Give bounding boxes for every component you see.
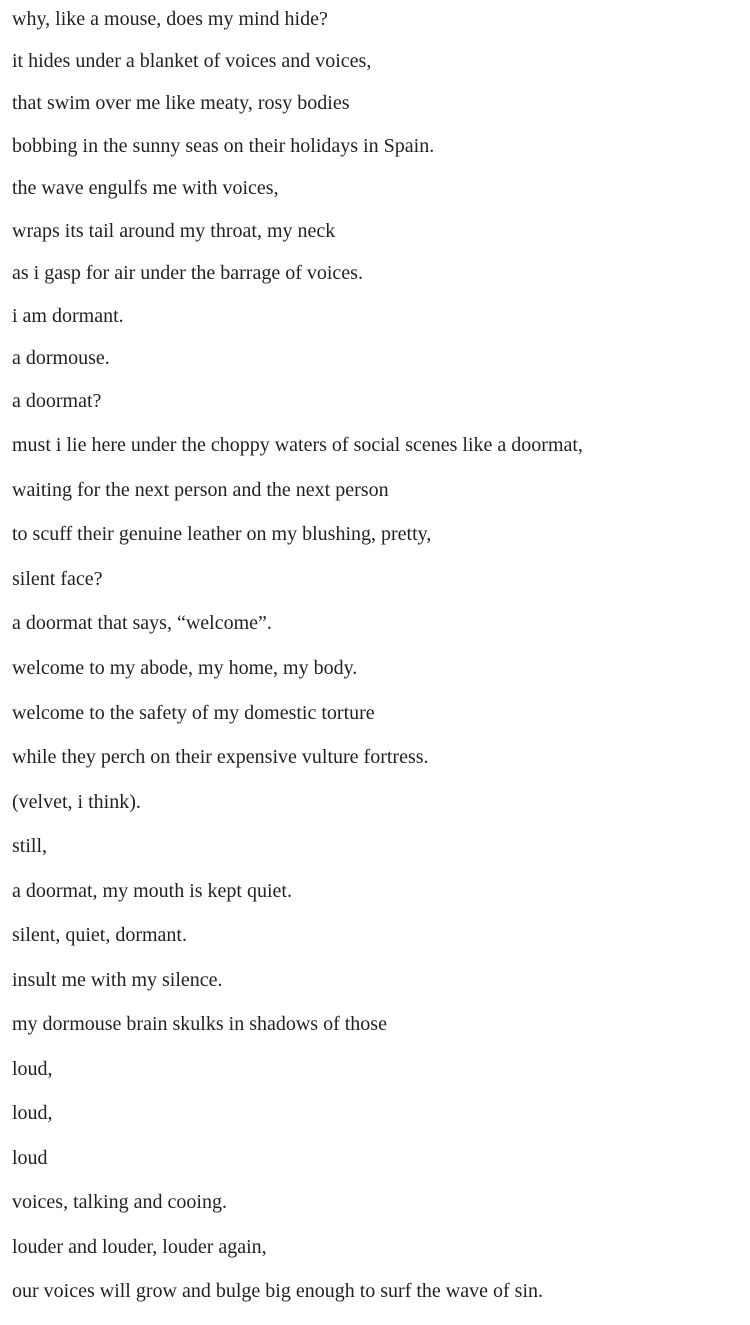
poem-line: loud, [12,1058,53,1080]
poem-line: welcome to my abode, my home, my body. [12,657,358,679]
poem-line: it hides under a blanket of voices and voices, [12,50,372,72]
poem-line: (velvet, i think). [12,791,141,813]
poem-line: my dormouse brain skulks in shadows of those [12,1013,387,1035]
poem-line: still, [12,835,48,857]
poem-line: a doormat that says, “welcome”. [12,612,272,634]
poem-line: a doormat, my mouth is kept quiet. [12,880,292,902]
poem-line: while they perch on their expensive vulture fortress. [12,746,429,768]
poem-line: silent face? [12,568,103,590]
poem-text [12,6,738,1304]
poem-line: as i gasp for air under the barrage of voices. [12,262,363,284]
poem-line: waiting for the next person and the next person [12,479,389,501]
poem-line: a dormouse. [12,347,110,369]
poem-line: a doormat? [12,390,102,412]
poem-line: bobbing in the sunny seas on their holidays in Spain. [12,135,435,157]
poem-line: must i lie here under the choppy waters of social scenes like a doormat, [12,434,583,456]
poem-line: silent, quiet, dormant. [12,924,187,946]
poem-line: why, like a mouse, does my mind hide? [12,8,328,30]
poem-line: insult me with my silence. [12,969,223,991]
poem-line: i am dormant. [12,305,124,327]
poem-line: voices, talking and cooing. [12,1191,227,1213]
poem-line: to scuff their genuine leather on my blushing, pretty, [12,523,432,545]
poem-line: loud [12,1147,48,1169]
poem-line: the wave engulfs me with voices, [12,177,279,199]
poem-line: wraps its tail around my throat, my neck [12,220,336,242]
poem-line: loud, [12,1102,53,1124]
poem-line: welcome to the safety of my domestic torture [12,702,375,724]
poem-line: that swim over me like meaty, rosy bodies [12,92,350,114]
poem-line: louder and louder, louder again, [12,1236,267,1258]
poem-line: our voices will grow and bulge big enough to surf the wave of sin. [12,1280,544,1302]
